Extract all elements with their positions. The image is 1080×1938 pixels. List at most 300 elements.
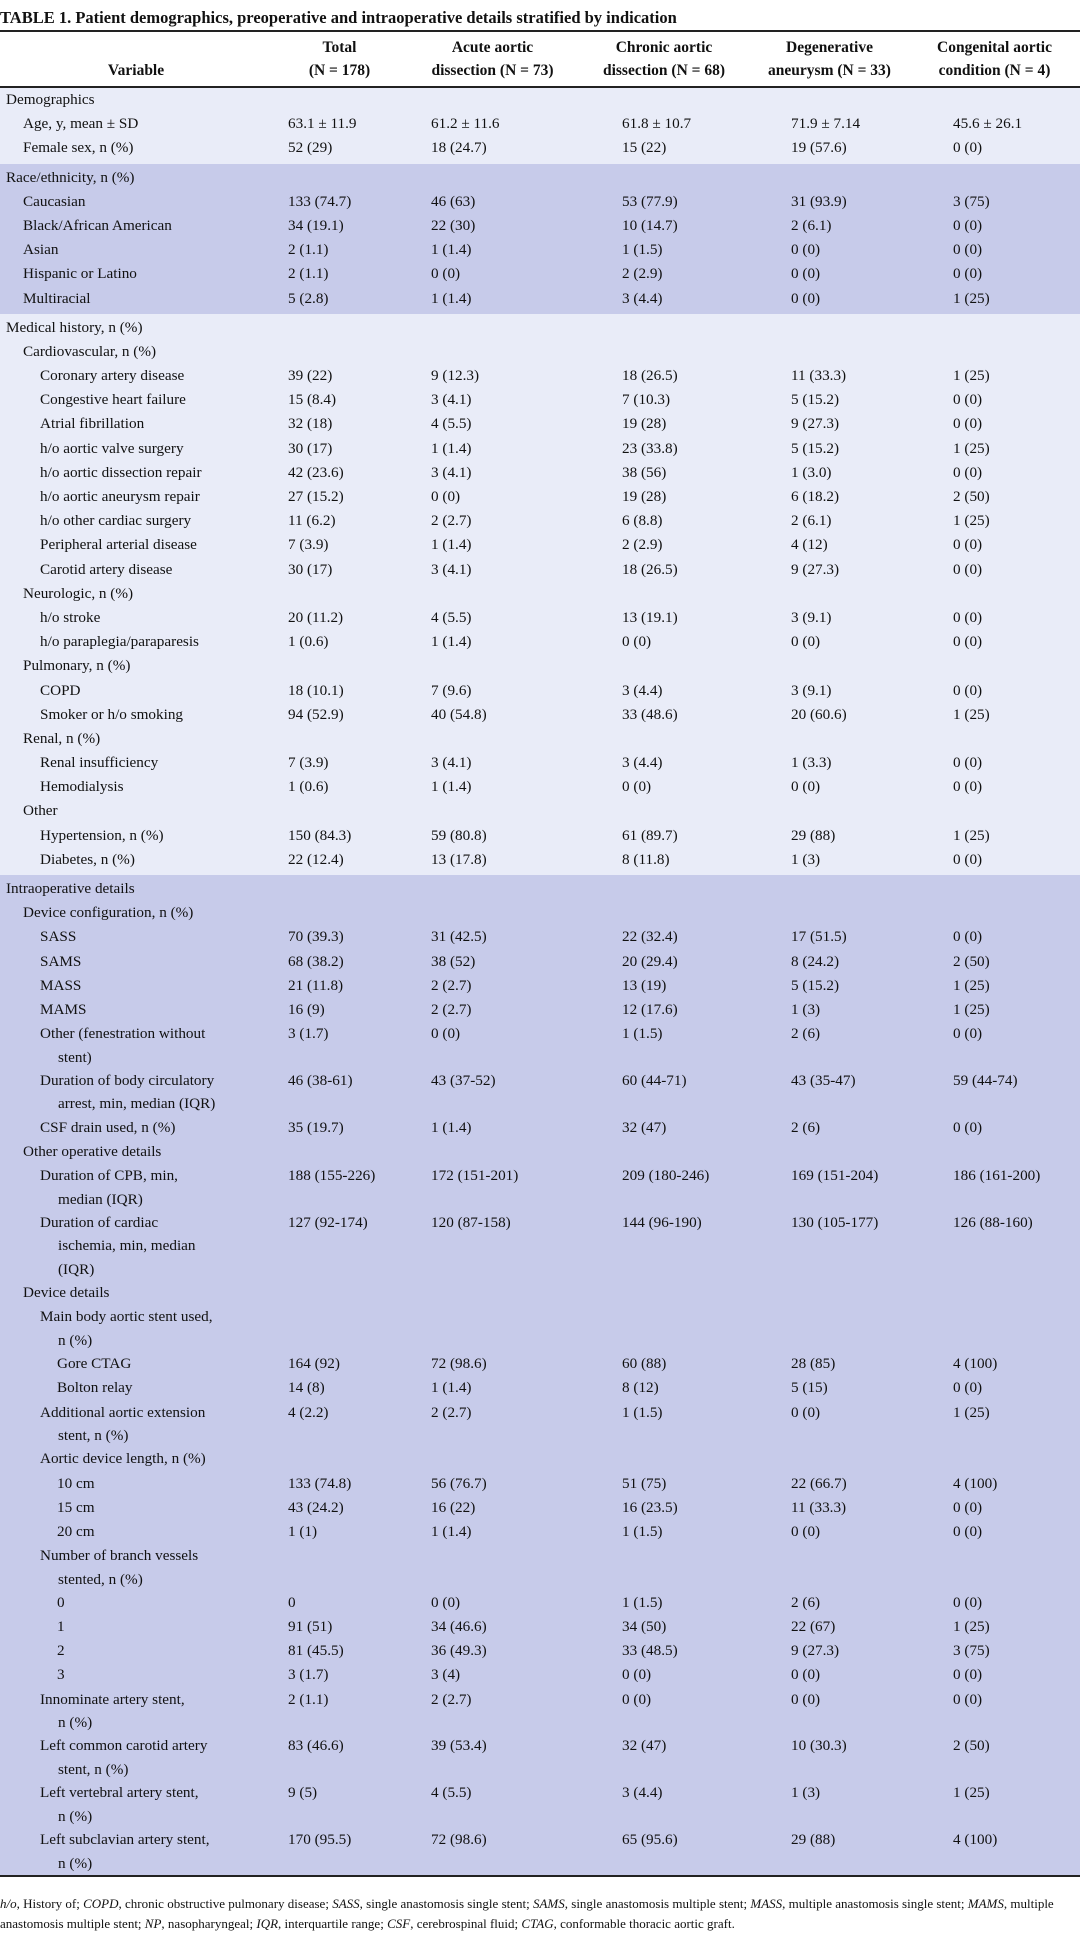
row-label-text: h/o aortic valve surgery xyxy=(40,439,184,457)
cell-value xyxy=(272,1164,407,1211)
column-header-line1: Total xyxy=(322,39,357,56)
table-row xyxy=(0,1069,1080,1116)
footnote-definition: , nasopharyngeal; xyxy=(161,1916,257,1931)
cell-value xyxy=(272,558,407,582)
column-header-line2: Variable xyxy=(107,62,165,79)
table-row xyxy=(0,824,1080,848)
cell-value-text xyxy=(407,802,431,819)
cell-value xyxy=(909,703,1080,727)
cell-value-text: 3 (4.4) xyxy=(622,289,663,307)
row-label xyxy=(0,875,272,901)
cell-value-text: 10 (30.3) xyxy=(791,1737,847,1755)
cell-value-text: 127 (92-174) xyxy=(288,1213,368,1231)
cell-value-text: 188 (155-226) xyxy=(288,1167,376,1185)
cell-value-text: 0 (0) xyxy=(953,216,983,234)
cell-value-text: 13 (19) xyxy=(622,976,667,994)
section-intraoperative xyxy=(0,875,1080,1875)
cell-value-text xyxy=(750,1308,791,1325)
table-container xyxy=(0,30,1080,1877)
cell-value-text: 0 (0) xyxy=(431,265,461,283)
cell-value xyxy=(272,1116,407,1140)
cell-value xyxy=(407,262,578,286)
table-row xyxy=(0,437,1080,461)
cell-value-text xyxy=(750,1547,791,1564)
cell-value xyxy=(407,388,578,412)
cell-value xyxy=(909,1447,1080,1471)
cell-value xyxy=(272,485,407,509)
cell-value-text: 3 (1.7) xyxy=(288,1025,329,1043)
cell-value xyxy=(272,654,407,678)
cell-value-text: 53 (77.9) xyxy=(622,192,678,210)
table-row xyxy=(0,112,1080,136)
cell-value-text xyxy=(407,904,431,921)
cell-value-text: 170 (95.5) xyxy=(288,1831,352,1849)
cell-value-text: 133 (74.8) xyxy=(288,1474,352,1492)
row-label-text: Hemodialysis xyxy=(40,778,124,796)
cell-value xyxy=(909,1828,1080,1875)
cell-value xyxy=(750,1281,909,1305)
cell-value-text: 0 (0) xyxy=(953,139,983,157)
cell-value xyxy=(909,1591,1080,1615)
table-row xyxy=(0,606,1080,630)
cell-value xyxy=(272,630,407,654)
cell-value xyxy=(578,974,750,998)
cell-value-text xyxy=(750,1450,791,1467)
cell-value xyxy=(909,582,1080,606)
footnote-term: MASS xyxy=(750,1896,783,1911)
row-label xyxy=(0,364,272,388)
cell-value-text xyxy=(578,343,622,360)
row-label-continuation: median (IQR) xyxy=(58,1190,143,1208)
cell-value-text: 20 (60.6) xyxy=(791,705,847,723)
table-row xyxy=(0,388,1080,412)
cell-value xyxy=(578,606,750,630)
cell-value-text xyxy=(578,880,622,897)
row-label xyxy=(0,1376,272,1400)
cell-value xyxy=(272,974,407,998)
column-header-line2: (N = 178) xyxy=(308,62,371,79)
cell-value-text: 3 (4.4) xyxy=(622,1784,663,1802)
cell-value-text: 5 (15.2) xyxy=(791,976,840,994)
cell-value-text: 0 (0) xyxy=(953,1593,983,1611)
cell-value xyxy=(272,1615,407,1639)
cell-value-text xyxy=(750,585,791,602)
cell-value-text: 1 (3) xyxy=(791,850,821,868)
cell-value xyxy=(272,1639,407,1663)
cell-value xyxy=(578,1688,750,1735)
cell-value xyxy=(407,314,578,340)
cell-value-text: 2 (2.9) xyxy=(622,536,663,554)
row-label xyxy=(0,190,272,214)
cell-value-text: 29 (88) xyxy=(791,1831,836,1849)
cell-value-text: 46 (63) xyxy=(431,192,476,210)
column-header-line2: dissection (N = 68) xyxy=(602,62,726,79)
cell-value xyxy=(909,1520,1080,1544)
row-label-continuation: arrest, min, median (IQR) xyxy=(58,1095,216,1113)
subgroup-header-row xyxy=(0,1305,1080,1352)
cell-value xyxy=(407,1663,578,1687)
row-label-text: Duration of body circulatory xyxy=(40,1071,215,1089)
cell-value xyxy=(407,1544,578,1591)
cell-value-text: 3 (4.1) xyxy=(431,560,472,578)
table-row xyxy=(0,461,1080,485)
cell-value xyxy=(578,1544,750,1591)
cell-value-text xyxy=(272,585,288,602)
row-label-text: Additional aortic extension xyxy=(40,1403,206,1421)
cell-value-text: 4 (5.5) xyxy=(431,1784,472,1802)
cell-value xyxy=(578,112,750,136)
cell-value xyxy=(750,164,909,190)
cell-value xyxy=(578,1164,750,1211)
row-label xyxy=(0,824,272,848)
cell-value-text: 31 (42.5) xyxy=(431,928,487,946)
row-label xyxy=(0,582,272,606)
cell-value xyxy=(909,925,1080,949)
row-label xyxy=(0,727,272,751)
cell-value xyxy=(750,1164,909,1211)
cell-value-text: 2 (2.7) xyxy=(431,1403,472,1421)
cell-value xyxy=(750,262,909,286)
cell-value-text: 83 (46.6) xyxy=(288,1737,344,1755)
cell-value xyxy=(578,509,750,533)
cell-value-text xyxy=(272,169,288,186)
cell-value-text: 6 (8.8) xyxy=(622,512,663,530)
cell-value-text xyxy=(909,730,953,747)
cell-value xyxy=(407,485,578,509)
cell-value xyxy=(750,533,909,557)
row-label xyxy=(0,1496,272,1520)
table-row xyxy=(0,1401,1080,1448)
cell-value-text xyxy=(909,904,953,921)
row-label-text: Demographics xyxy=(6,91,95,108)
row-label-text: Device configuration, n (%) xyxy=(23,904,194,922)
cell-value xyxy=(578,412,750,436)
cell-value xyxy=(407,606,578,630)
row-label xyxy=(0,679,272,703)
cell-value xyxy=(407,1401,578,1448)
cell-value-text: 45.6 ± 26.1 xyxy=(953,115,1023,133)
cell-value-text: 22 (12.4) xyxy=(288,850,344,868)
row-label-text: Bolton relay xyxy=(57,1379,133,1397)
row-label-text: 15 cm xyxy=(57,1498,95,1516)
row-label xyxy=(0,1663,272,1687)
cell-value xyxy=(578,437,750,461)
table-row xyxy=(0,262,1080,286)
column-header-congenital xyxy=(909,31,1080,87)
cell-value-text: 38 (52) xyxy=(431,952,476,970)
row-label xyxy=(0,437,272,461)
cell-value-text: 0 (0) xyxy=(953,850,983,868)
cell-value xyxy=(578,901,750,925)
row-label-text: h/o aortic aneurysm repair xyxy=(40,488,200,505)
subgroup-header-row xyxy=(0,582,1080,606)
cell-value xyxy=(909,1734,1080,1781)
cell-value xyxy=(909,1781,1080,1828)
cell-value xyxy=(407,238,578,262)
cell-value xyxy=(272,751,407,775)
cell-value-text xyxy=(909,169,953,186)
cell-value-text: 3 (4.4) xyxy=(622,754,663,772)
cell-value xyxy=(272,848,407,875)
cell-value-text: 9 (27.3) xyxy=(791,1642,840,1660)
row-label xyxy=(0,214,272,238)
cell-value xyxy=(272,314,407,340)
cell-value-text: 1 (1.5) xyxy=(622,1025,663,1043)
cell-value xyxy=(909,727,1080,751)
cell-value-text xyxy=(909,880,953,897)
table-row xyxy=(0,775,1080,799)
cell-value xyxy=(407,1496,578,1520)
cell-value-text xyxy=(578,585,622,602)
cell-value-text: 133 (74.7) xyxy=(288,192,352,210)
row-label xyxy=(0,751,272,775)
row-label xyxy=(0,1140,272,1164)
table-row xyxy=(0,925,1080,949)
cell-value-text: 0 (0) xyxy=(953,536,983,554)
cell-value xyxy=(909,606,1080,630)
cell-value xyxy=(909,1663,1080,1687)
cell-value-text: 39 (53.4) xyxy=(431,1737,487,1755)
cell-value-text: 1 (1.4) xyxy=(431,241,472,259)
table-row xyxy=(0,558,1080,582)
table-row xyxy=(0,1022,1080,1069)
cell-value xyxy=(578,925,750,949)
cell-value-text: 3 (75) xyxy=(953,1642,990,1660)
cell-value-text: 0 (0) xyxy=(953,1498,983,1516)
footnote-term: NP xyxy=(144,1916,162,1931)
cell-value-text xyxy=(909,802,953,819)
cell-value-text: 0 (0) xyxy=(953,265,983,283)
cell-value xyxy=(272,1281,407,1305)
cell-value-text: 5 (15.2) xyxy=(791,439,840,457)
cell-value-text: 0 (0) xyxy=(953,1025,983,1043)
cell-value xyxy=(750,1140,909,1164)
cell-value-text: 164 (92) xyxy=(288,1355,340,1373)
subgroup-header-row xyxy=(0,1140,1080,1164)
cell-value-text: 2 (1.1) xyxy=(288,1690,329,1708)
cell-value-text: 52 (29) xyxy=(288,139,333,157)
cell-value-text: 1 (1.5) xyxy=(622,1403,663,1421)
cell-value xyxy=(750,1688,909,1735)
cell-value-text: 18 (26.5) xyxy=(622,560,678,578)
cell-value xyxy=(909,238,1080,262)
cell-value xyxy=(909,1140,1080,1164)
cell-value xyxy=(909,1496,1080,1520)
cell-value-text: 0 (0) xyxy=(953,1666,983,1684)
cell-value xyxy=(578,582,750,606)
cell-value-text xyxy=(750,343,791,360)
cell-value xyxy=(272,1140,407,1164)
cell-value xyxy=(407,1591,578,1615)
cell-value-text: 0 (0) xyxy=(953,463,983,481)
row-label-text: Congestive heart failure xyxy=(40,391,186,409)
table-row xyxy=(0,1591,1080,1615)
cell-value-text: 3 (1.7) xyxy=(288,1666,329,1684)
row-label-text: Renal, n (%) xyxy=(23,729,101,747)
cell-value xyxy=(909,1544,1080,1591)
row-label-text: 3 xyxy=(57,1666,65,1684)
cell-value xyxy=(750,509,909,533)
cell-value xyxy=(909,1401,1080,1448)
cell-value-text: 19 (57.6) xyxy=(791,139,847,157)
cell-value-text: 0 (0) xyxy=(791,241,821,259)
cell-value-text: 0 (0) xyxy=(622,778,652,796)
table-row xyxy=(0,1472,1080,1496)
row-label xyxy=(0,1401,272,1448)
row-label xyxy=(0,1544,272,1591)
cell-value xyxy=(407,875,578,901)
cell-value-text: 11 (6.2) xyxy=(288,512,336,530)
footnote-definition: , interquartile range; xyxy=(278,1916,388,1931)
cell-value-text: 43 (24.2) xyxy=(288,1498,344,1516)
cell-value xyxy=(272,1352,407,1376)
table-row xyxy=(0,533,1080,557)
table-bottom-rule xyxy=(0,1875,1080,1877)
cell-value xyxy=(407,558,578,582)
cell-value-text: 1 (1.4) xyxy=(431,1118,472,1136)
table-row xyxy=(0,703,1080,727)
cell-value xyxy=(750,388,909,412)
cell-value-text xyxy=(909,1143,953,1160)
cell-value xyxy=(578,848,750,875)
section-header-row xyxy=(0,875,1080,901)
cell-value xyxy=(272,287,407,314)
row-label-continuation: (IQR) xyxy=(58,1260,95,1278)
cell-value xyxy=(750,136,909,163)
cell-value xyxy=(578,998,750,1022)
row-label-text: Left vertebral artery stent, xyxy=(40,1784,199,1802)
cell-value-text xyxy=(272,904,288,921)
cell-value-text: 34 (50) xyxy=(622,1618,667,1636)
table-row xyxy=(0,1116,1080,1140)
cell-value-text: 1 (1.4) xyxy=(431,633,472,651)
cell-value-text: 34 (46.6) xyxy=(431,1618,487,1636)
cell-value-text xyxy=(750,1284,791,1301)
cell-value xyxy=(909,950,1080,974)
cell-value-text: 1 (25) xyxy=(953,826,990,844)
cell-value-text: 1 (1.4) xyxy=(431,778,472,796)
cell-value-text xyxy=(578,657,622,674)
cell-value-text: 2 (6) xyxy=(791,1118,821,1136)
footnote-definition: , chronic obstructive pulmonary disease; xyxy=(118,1896,333,1911)
cell-value-text: 15 (22) xyxy=(622,139,667,157)
cell-value-text xyxy=(407,657,431,674)
cell-value-text xyxy=(750,802,791,819)
cell-value-text: 2 (6.1) xyxy=(791,216,832,234)
row-label xyxy=(0,1591,272,1615)
cell-value-text: 1 (3) xyxy=(791,1784,821,1802)
row-label xyxy=(0,136,272,163)
row-label-text: Aortic device length, n (%) xyxy=(40,1450,206,1468)
table-row xyxy=(0,679,1080,703)
row-label-continuation: stent) xyxy=(58,1048,92,1066)
cell-value xyxy=(909,1281,1080,1305)
cell-value xyxy=(272,1688,407,1735)
row-label-text: Left common carotid artery xyxy=(40,1737,208,1755)
cell-value xyxy=(909,509,1080,533)
cell-value xyxy=(750,112,909,136)
cell-value-text: 22 (67) xyxy=(791,1618,836,1636)
cell-value xyxy=(578,1520,750,1544)
cell-value xyxy=(750,1305,909,1352)
row-label-text: Asian xyxy=(23,241,59,259)
cell-value xyxy=(272,1520,407,1544)
table-row xyxy=(0,1828,1080,1875)
cell-value xyxy=(407,679,578,703)
table-header-row xyxy=(0,31,1080,87)
cell-value-text: 172 (151-201) xyxy=(431,1167,519,1185)
cell-value xyxy=(407,287,578,314)
cell-value-text: 14 (8) xyxy=(288,1379,325,1397)
cell-value-text: 36 (49.3) xyxy=(431,1642,487,1660)
row-label-text: Duration of cardiac xyxy=(40,1213,159,1231)
row-label-text: Female sex, n (%) xyxy=(23,139,134,157)
cell-value-text: 1 (1.4) xyxy=(431,1379,472,1397)
cell-value-text: 16 (22) xyxy=(431,1498,476,1516)
cell-value xyxy=(272,509,407,533)
cell-value-text: 32 (18) xyxy=(288,415,333,433)
cell-value xyxy=(750,1472,909,1496)
row-label-text: Smoker or h/o smoking xyxy=(40,705,184,723)
row-label xyxy=(0,901,272,925)
cell-value-text: 1 (1.4) xyxy=(431,1522,472,1540)
cell-value-text: 70 (39.3) xyxy=(288,928,344,946)
cell-value xyxy=(909,848,1080,875)
cell-value-text: 0 (0) xyxy=(953,608,983,626)
row-label xyxy=(0,1828,272,1875)
cell-value xyxy=(909,112,1080,136)
cell-value xyxy=(407,190,578,214)
table-row xyxy=(0,1639,1080,1663)
cell-value xyxy=(272,727,407,751)
cell-value xyxy=(750,1663,909,1687)
cell-value xyxy=(272,1401,407,1448)
cell-value-text: 150 (84.3) xyxy=(288,826,352,844)
table-row xyxy=(0,509,1080,533)
cell-value xyxy=(578,824,750,848)
table-row xyxy=(0,998,1080,1022)
cell-value-text: 81 (45.5) xyxy=(288,1642,344,1660)
cell-value-text xyxy=(272,1547,288,1564)
cell-value xyxy=(578,727,750,751)
row-label xyxy=(0,1520,272,1544)
cell-value-text: 0 (0) xyxy=(622,1690,652,1708)
row-label-text: Number of branch vessels xyxy=(40,1547,199,1565)
row-label xyxy=(0,799,272,823)
cell-value xyxy=(578,1352,750,1376)
cell-value xyxy=(750,630,909,654)
cell-value-text: 59 (80.8) xyxy=(431,826,487,844)
table-footnote xyxy=(0,1894,1080,1934)
cell-value xyxy=(272,998,407,1022)
subgroup-header-row xyxy=(0,654,1080,678)
cell-value-text: 33 (48.5) xyxy=(622,1642,678,1660)
row-label xyxy=(0,533,272,557)
subgroup-header-row xyxy=(0,1544,1080,1591)
cell-value-text: 9 (12.3) xyxy=(431,367,480,385)
cell-value-text xyxy=(272,802,288,819)
cell-value xyxy=(272,1591,407,1615)
cell-value-text: 5 (15) xyxy=(791,1379,828,1397)
cell-value-text: 46 (38-61) xyxy=(288,1071,353,1089)
cell-value xyxy=(407,1615,578,1639)
row-label xyxy=(0,654,272,678)
cell-value xyxy=(750,1591,909,1615)
cell-value xyxy=(909,485,1080,509)
cell-value xyxy=(909,136,1080,163)
row-label-continuation: stent, n (%) xyxy=(58,1426,129,1444)
row-label-text: Race/ethnicity, n (%) xyxy=(6,168,135,186)
